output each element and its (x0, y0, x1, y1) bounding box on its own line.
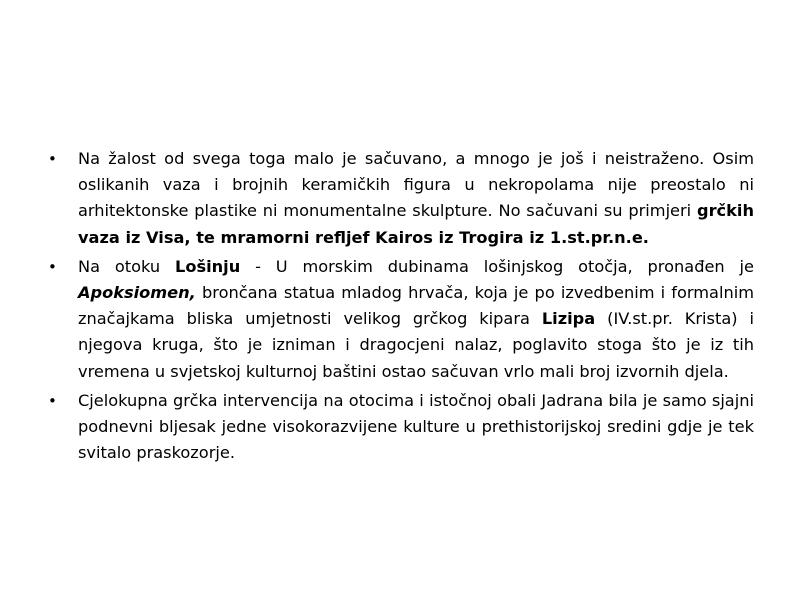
bullet-item-2 (48, 254, 754, 385)
item-3-text: Cjelokupna grčka intervencija na otocima i istočnoj obali Jadrana bila je samo sjajni podnevni bljesak jedne visokorazvijene kulture u prethistorijskoj sredini gdje je tek svitalo praskozorje. (78, 390, 754, 463)
bullet-list (48, 146, 754, 466)
item-1-text: Na žalost od svega toga malo je sačuvano, a mnogo je još i neistraženo. Osim oslikanih vaza i brojnih keramičkih figura u nekropolama nije preostalo ni arhitektonske plastike ni monumentalne skulpture. No sačuvani su primjeri (78, 149, 754, 221)
item-2-text-a: Na otoku (78, 256, 176, 276)
item-2-bold-lizipa: Lizipa (541, 309, 596, 329)
bullet-item-3 (48, 388, 754, 467)
item-1-bold-text: grčkih vaza iz Visa, te mramorni refljef Kairos iz Trogira iz 1.st.pr.n.e. (78, 201, 754, 247)
item-2-text-d: (IV.st.pr. Krista) i njegova kruga, što je izniman i dragocjeni nalaz, poglavito stoga što je iz tih vremena u svjetskoj kulturnoj baštini ostao sačuvan vrlo mali broj izvornih djela. (78, 309, 754, 381)
item-2-bold-italic-apoksiomen: Apoksiomen, (78, 283, 196, 303)
item-2-bold-losinj: Lošinju (175, 256, 241, 276)
item-2-text-c: brončana statua mladog hrvača, koja je po izvedbenim i formalnim značajkama bliska umjetnosti velikog grčkog kipara (78, 283, 754, 329)
bullet-icon: • (48, 257, 57, 276)
item-2-text-b: - U morskim dubinama lošinjskog otočja, pronađen je (240, 256, 754, 276)
bullet-icon: • (48, 391, 57, 410)
slide-body (48, 146, 754, 469)
bullet-item-1 (48, 146, 754, 251)
bullet-icon: • (48, 150, 57, 168)
